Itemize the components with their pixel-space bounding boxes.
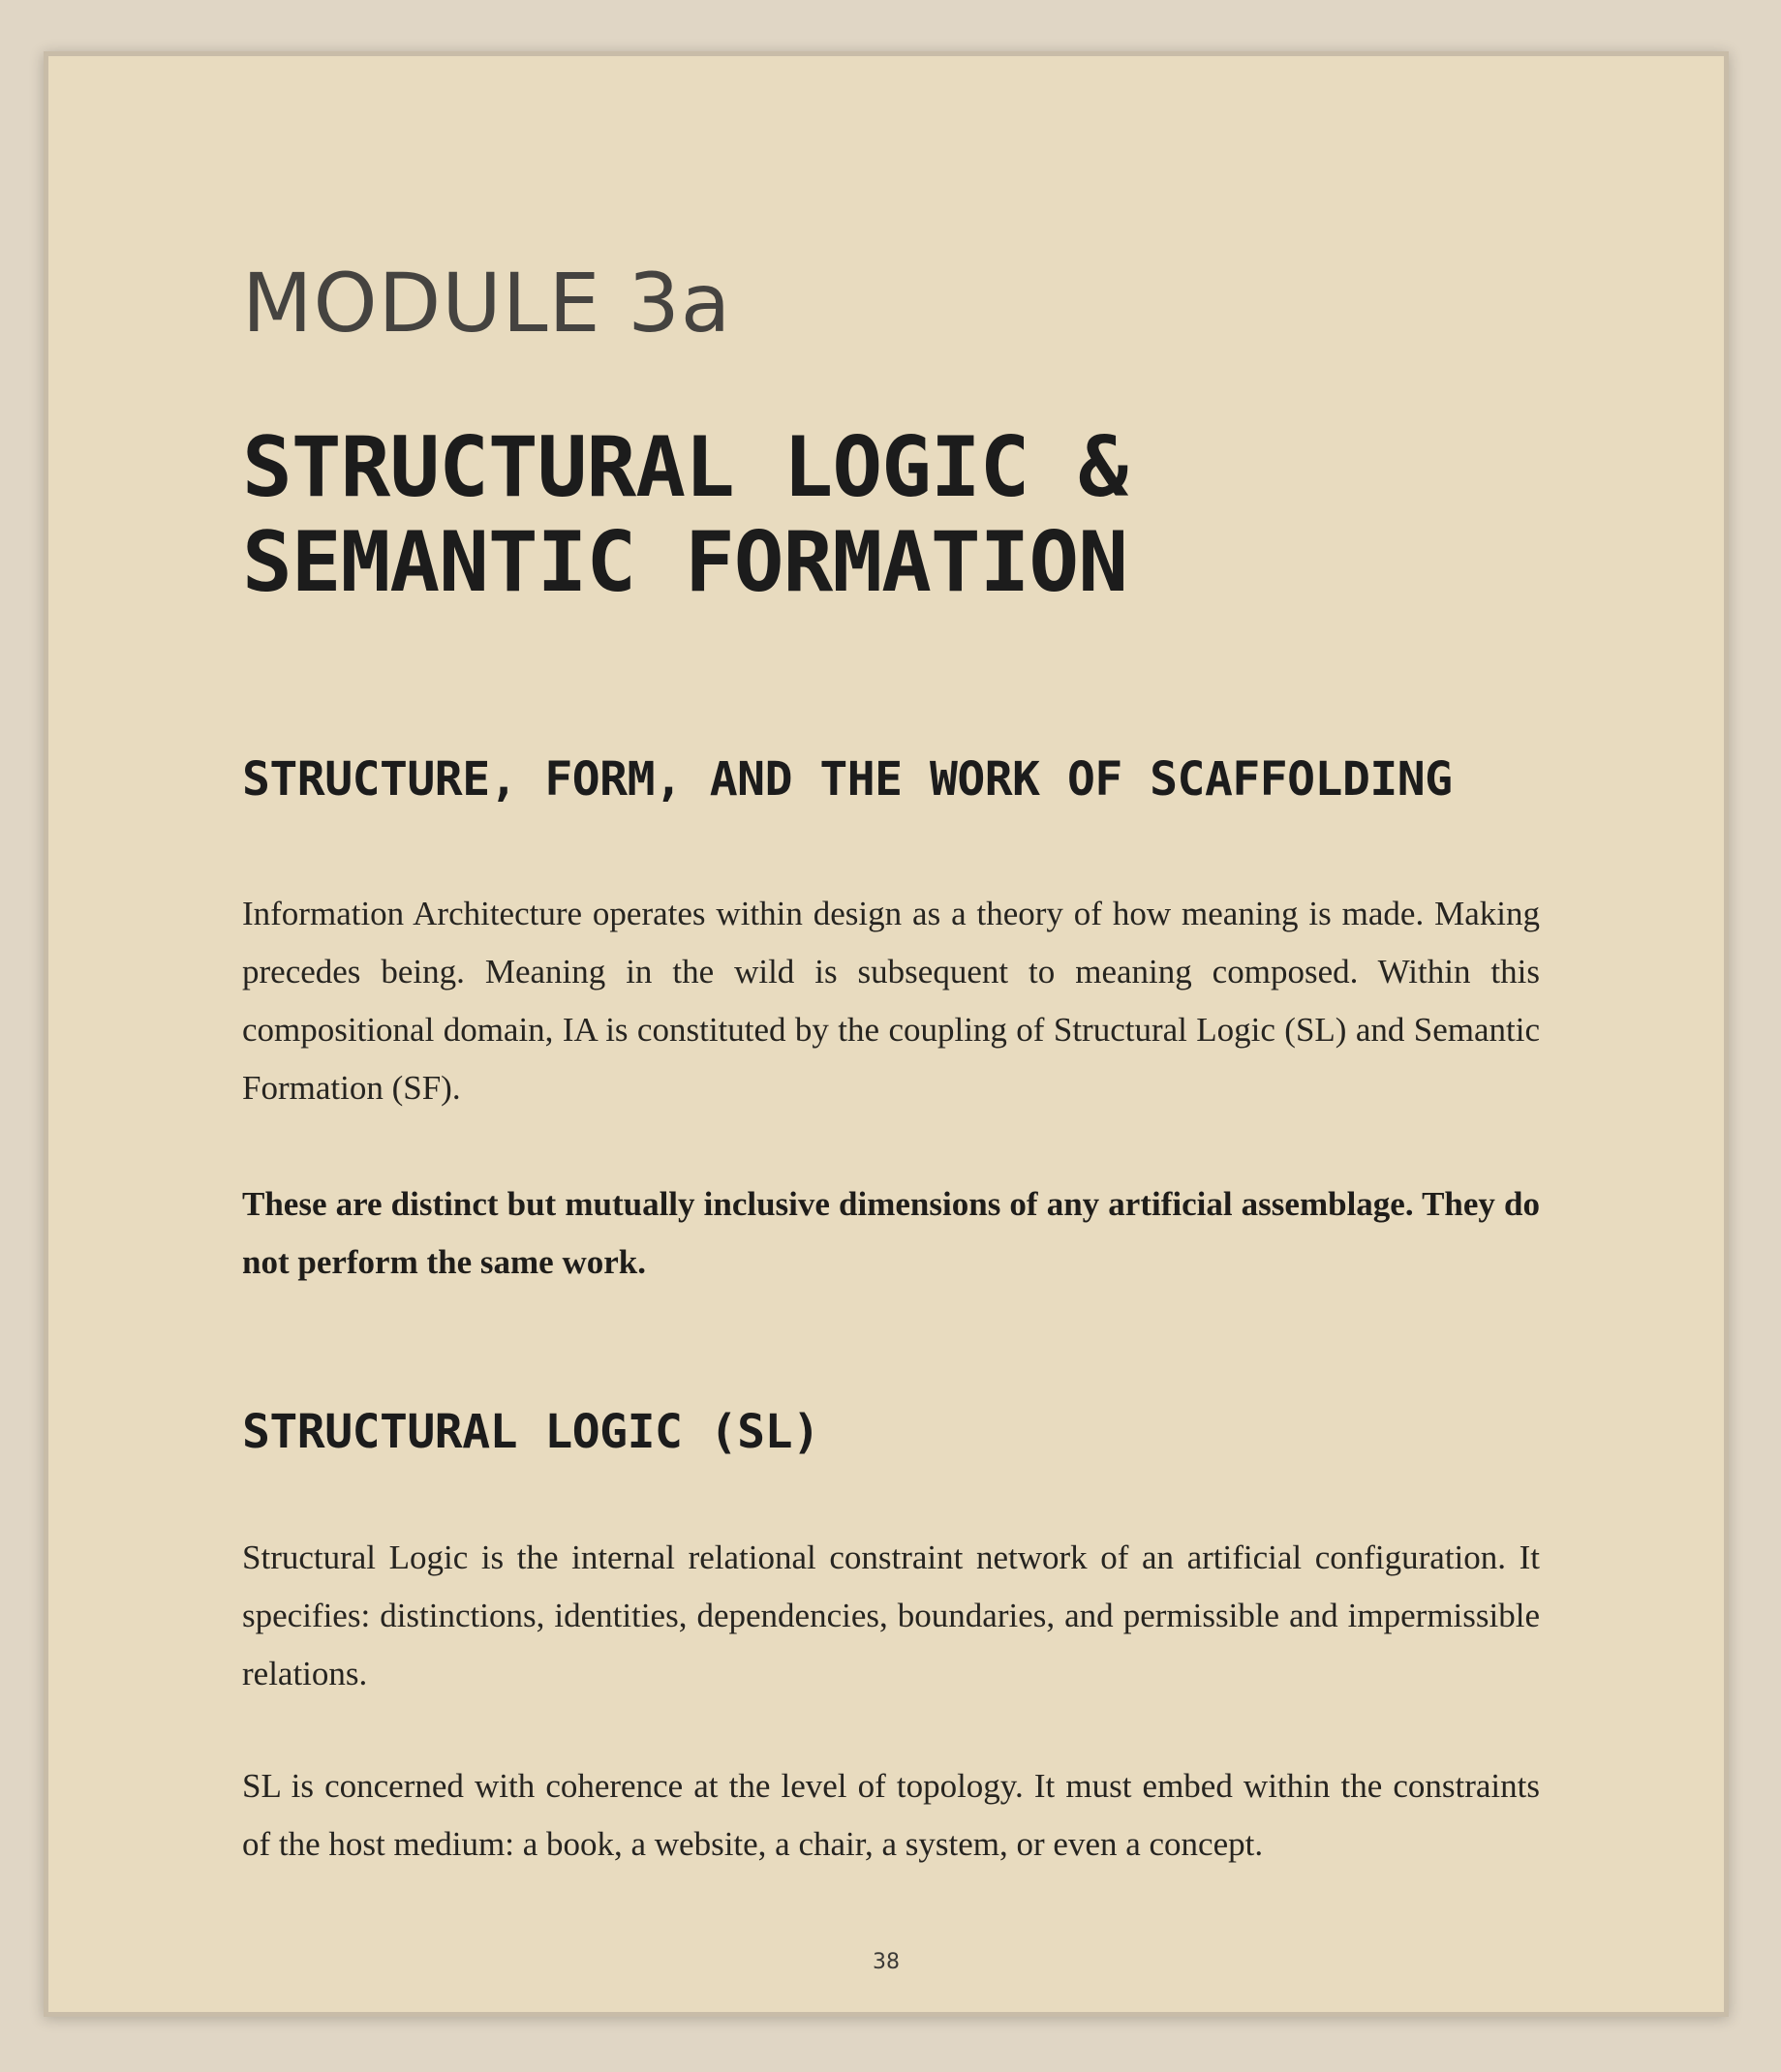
module-title: STRUCTURAL LOGIC & SEMANTIC FORMATION <box>242 419 1127 611</box>
page-number: 38 <box>873 1950 900 1974</box>
paragraph-ia-intro: Information Architecture operates within design as a theory of how meaning is made. Making precedes being. Meaning in the wild is subsequent to meaning composed. Within this compositional domain, IA is constituted by the coupling of Structural Logic (SL) and Semantic Formation (SF). <box>242 895 1540 1107</box>
paragraph-distinct-dimensions: These are distinct but mutually inclusive dimensions of any artificial assemblage. They do not perform the same work. <box>242 1185 1540 1281</box>
module-label: MODULE 3a <box>242 256 732 350</box>
section-heading-structural-logic: STRUCTURAL LOGIC (SL) <box>242 1405 820 1459</box>
paragraph-sl-definition: Structural Logic is the internal relational constraint network of an artificial configuration. It specifies: distinctions, identities, dependencies, boundaries, and permissible and impermissible relations. <box>242 1539 1540 1692</box>
paragraph-sl-topology: SL is concerned with coherence at the level of topology. It must embed within the constraints of the host medium: a book, a website, a chair, a system, or even a concept. <box>242 1767 1540 1863</box>
section-heading-structure: STRUCTURE, FORM, AND THE WORK OF SCAFFOLDING <box>242 752 1453 807</box>
book-page <box>44 51 1729 2017</box>
